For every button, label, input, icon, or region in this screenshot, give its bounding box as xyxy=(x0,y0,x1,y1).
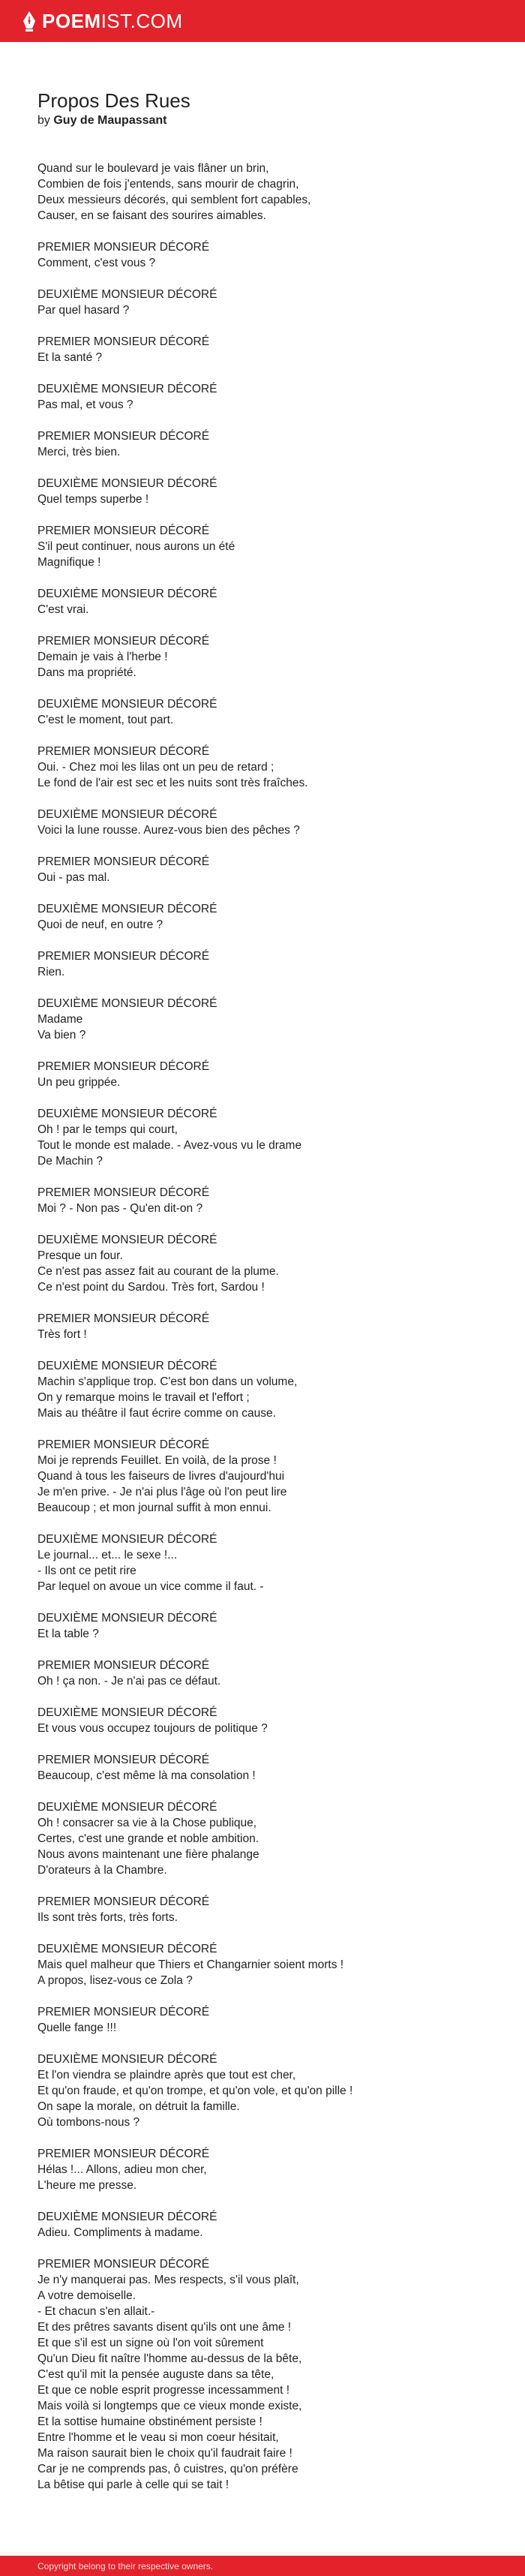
poem-line: Car je ne comprends pas, ô cuistres, qu'on préfère xyxy=(38,2463,298,2475)
poem-line: DEUXIÈME MONSIEUR DÉCORÉ xyxy=(38,997,218,1010)
poem-line: D'orateurs à la Chambre. xyxy=(38,1864,167,1877)
poem-line: Rien. xyxy=(38,966,65,978)
poem-line: Machin s'applique trop. C'est bon dans un volume, xyxy=(38,1375,298,1388)
poem-line: Tout le monde est malade. - Avez-vous vu le drame xyxy=(38,1139,302,1152)
poem-line: Ils sont très forts, très forts. xyxy=(38,1911,178,1924)
poem-line: PREMIER MONSIEUR DÉCORÉ xyxy=(38,1659,210,1672)
poem-line: Le fond de l'air est sec et les nuits sont très fraîches. xyxy=(38,777,308,789)
stanza xyxy=(38,1941,495,1988)
stanza xyxy=(38,1185,495,1216)
poem-line: On sape la morale, on détruit la famille. xyxy=(38,2100,240,2113)
poem-line: Hélas !... Allons, adieu mon cher, xyxy=(38,2163,207,2176)
poem-line: Moi je reprends Feuillet. En voilà, de la prose ! xyxy=(38,1454,277,1467)
stanza xyxy=(38,696,495,728)
poem-line: DEUXIÈME MONSIEUR DÉCORÉ xyxy=(38,1612,218,1625)
poem-line: DEUXIÈME MONSIEUR DÉCORÉ xyxy=(38,477,218,490)
poem-title: Propos Des Rues xyxy=(38,89,190,112)
poem-line: Entre l'homme et le veau si mon coeur hésitait, xyxy=(38,2431,279,2444)
poem-line: Où tombons-nous ? xyxy=(38,2116,140,2129)
poem-line: Et la table ? xyxy=(38,1628,99,1640)
poem-line: A votre demoiselle. xyxy=(38,2289,136,2302)
poem-line: L'heure me presse. xyxy=(38,2179,137,2192)
stanza xyxy=(38,334,495,365)
stanza xyxy=(38,2051,495,2130)
poem-line: Et vous vous occupez toujours de politique ? xyxy=(38,1722,268,1735)
poem-line: Oui - pas mal. xyxy=(38,871,110,884)
by-label: by xyxy=(38,114,50,127)
poem-line: Va bien ? xyxy=(38,1029,86,1042)
poem-line: Beaucoup, c'est même là ma consolation ! xyxy=(38,1769,256,1782)
poem-line: - Ils ont ce petit rire xyxy=(38,1565,136,1577)
stanza xyxy=(38,1437,495,1516)
stanza xyxy=(38,586,495,618)
poem-line: Ce n'est pas assez fait au courant de la plume. xyxy=(38,1265,279,1278)
poem-line: Quelle fange !!! xyxy=(38,2021,117,2034)
poem-line: PREMIER MONSIEUR DÉCORÉ xyxy=(38,1438,210,1451)
site-header xyxy=(0,0,525,42)
poem-line: DEUXIÈME MONSIEUR DÉCORÉ xyxy=(38,1943,218,1955)
poem-line: PREMIER MONSIEUR DÉCORÉ xyxy=(38,335,210,348)
poem-line: DEUXIÈME MONSIEUR DÉCORÉ xyxy=(38,1234,218,1246)
poem-line: Oui. - Chez moi les lilas ont un peu de retard ; xyxy=(38,761,274,774)
poem-line: Le journal... et... le sexe !... xyxy=(38,1549,178,1562)
poem-line: Je n'y manquerai pas. Mes respects, s'il vous plaît, xyxy=(38,2274,299,2286)
poem-line: PREMIER MONSIEUR DÉCORÉ xyxy=(38,430,210,443)
poem-line: PREMIER MONSIEUR DÉCORÉ xyxy=(38,2148,210,2160)
poem-line: DEUXIÈME MONSIEUR DÉCORÉ xyxy=(38,1533,218,1546)
poem-line: De Machin ? xyxy=(38,1155,104,1168)
poem-line: C'est vrai. xyxy=(38,603,89,616)
stanza xyxy=(38,1358,495,1421)
poem-line: DEUXIÈME MONSIEUR DÉCORÉ xyxy=(38,588,218,600)
poem-line: DEUXIÈME MONSIEUR DÉCORÉ xyxy=(38,2211,218,2223)
poem-line: C'est qu'il mit la pensée auguste dans sa tête, xyxy=(38,2368,274,2381)
poem-line: PREMIER MONSIEUR DÉCORÉ xyxy=(38,635,210,648)
poem-line: Et la sottise humaine obstinément persiste ! xyxy=(38,2415,262,2428)
poem-line: DEUXIÈME MONSIEUR DÉCORÉ xyxy=(38,1801,218,1814)
poem-line: Par quel hasard ? xyxy=(38,304,130,317)
poem-line: DEUXIÈME MONSIEUR DÉCORÉ xyxy=(38,808,218,821)
poem-line: Merci, très bien. xyxy=(38,446,121,458)
poem-line: Oh ! ça non. - Je n'ai pas ce défaut. xyxy=(38,1675,221,1688)
stanza xyxy=(38,1799,495,1878)
poem-line: A propos, lisez-vous ce Zola ? xyxy=(38,1974,193,1987)
site-logo[interactable] xyxy=(21,10,183,33)
stanza xyxy=(38,523,495,570)
poem-line: Je m'en prive. - Je n'ai plus l'âge où l'on peut lire xyxy=(38,1486,287,1498)
poem-line: Oh ! par le temps qui court, xyxy=(38,1123,178,1136)
byline xyxy=(38,113,495,129)
poem-line: Qu'un Dieu fit naître l'homme au-dessus de la bête, xyxy=(38,2352,302,2365)
poem-body xyxy=(38,161,495,2493)
stanza xyxy=(38,1705,495,1736)
poem-line: Quel temps superbe ! xyxy=(38,493,149,506)
poem-line: Mais au théâtre il faut écrire comme on cause. xyxy=(38,1407,276,1420)
poem-line: Par lequel on avoue un vice comme il faut. - xyxy=(38,1580,264,1593)
poem-line: DEUXIÈME MONSIEUR DÉCORÉ xyxy=(38,288,218,301)
poem-line: - Et chacun s'en allait.- xyxy=(38,2305,155,2318)
poem-line: S'il peut continuer, nous aurons un été xyxy=(38,540,236,553)
poem-line: Voici la lune rousse. Aurez-vous bien des pêches ? xyxy=(38,824,300,837)
stanza xyxy=(38,901,495,933)
stanza xyxy=(38,854,495,885)
poem-line: Demain je vais à l'herbe ! xyxy=(38,651,168,663)
stanza xyxy=(38,287,495,318)
poem-line: Nous avons maintenant une fière phalange xyxy=(38,1848,260,1861)
stanza xyxy=(38,1232,495,1295)
poem-line: Adieu. Compliments à madame. xyxy=(38,2226,203,2239)
poem-line: PREMIER MONSIEUR DÉCORÉ xyxy=(38,855,210,868)
poem-line: PREMIER MONSIEUR DÉCORÉ xyxy=(38,2258,210,2271)
poem-line: Dans ma propriété. xyxy=(38,666,136,679)
poem-line: Et que ce noble esprit progresse incessamment ! xyxy=(38,2384,290,2397)
poem-line: PREMIER MONSIEUR DÉCORÉ xyxy=(38,1060,210,1073)
poem-line: Un peu grippée. xyxy=(38,1076,121,1089)
poem-line: DEUXIÈME MONSIEUR DÉCORÉ xyxy=(38,1108,218,1120)
poem-line: La bêtise qui parle à celle qui se tait ! xyxy=(38,2478,230,2491)
stanza xyxy=(38,1752,495,1784)
poem-line: PREMIER MONSIEUR DÉCORÉ xyxy=(38,525,210,537)
site-footer xyxy=(0,2556,525,2576)
poem-line: Oh ! consacrer sa vie à la Chose publique, xyxy=(38,1817,257,1829)
stanza xyxy=(38,996,495,1043)
stanza xyxy=(38,1531,495,1595)
poem-line: PREMIER MONSIEUR DÉCORÉ xyxy=(38,1186,210,1199)
stanza xyxy=(38,744,495,791)
poem-line: DEUXIÈME MONSIEUR DÉCORÉ xyxy=(38,2053,218,2066)
stanza xyxy=(38,1894,495,1925)
poem-line: Causer, en se faisant des sourires aimables. xyxy=(38,209,266,222)
poem-line: PREMIER MONSIEUR DÉCORÉ xyxy=(38,950,210,963)
poem-line: On y remarque moins le travail et l'effort ; xyxy=(38,1391,250,1404)
copyright-text: Copyright belong to their respective owners. xyxy=(38,2560,214,2571)
poem-line: Ma raison saurait bien le choix qu'il faudrait faire ! xyxy=(38,2447,292,2460)
poem-line: C'est le moment, tout part. xyxy=(38,714,174,726)
poem-line: Et des prêtres savants disent qu'ils ont une âme ! xyxy=(38,2321,292,2334)
stanza xyxy=(38,1658,495,1689)
poem-line: Pas mal, et vous ? xyxy=(38,398,134,411)
logo-bold: POEM xyxy=(42,9,101,32)
poem-line: PREMIER MONSIEUR DÉCORÉ xyxy=(38,241,210,254)
poem-line: PREMIER MONSIEUR DÉCORÉ xyxy=(38,1895,210,1908)
stanza xyxy=(38,2004,495,2036)
poem-line: Et la santé ? xyxy=(38,351,103,364)
stanza xyxy=(38,1610,495,1642)
poem-line: Et que s'il est un signe où l'on voit sûrement xyxy=(38,2337,264,2349)
poem-content xyxy=(38,89,495,2508)
stanza xyxy=(38,2209,495,2241)
stanza xyxy=(38,2146,495,2193)
poem-line: Quand sur le boulevard je vais flâner un brin, xyxy=(38,162,269,175)
poem-line: PREMIER MONSIEUR DÉCORÉ xyxy=(38,2006,210,2018)
stanza xyxy=(38,1106,495,1169)
poem-line: Moi ? - Non pas - Qu'en dit-on ? xyxy=(38,1202,203,1215)
poem-line: Deux messieurs décorés, qui semblent fort capables, xyxy=(38,194,311,206)
logo-text xyxy=(42,10,183,33)
stanza xyxy=(38,948,495,980)
stanza xyxy=(38,161,495,224)
stanza xyxy=(38,1059,495,1090)
stanza xyxy=(38,476,495,507)
poem-line: DEUXIÈME MONSIEUR DÉCORÉ xyxy=(38,698,218,711)
poem-line: Certes, c'est une grande et noble ambition. xyxy=(38,1832,260,1845)
stanza xyxy=(38,428,495,460)
stanza xyxy=(38,1311,495,1342)
poem-line: DEUXIÈME MONSIEUR DÉCORÉ xyxy=(38,1360,218,1372)
poem-line: PREMIER MONSIEUR DÉCORÉ xyxy=(38,745,210,758)
poem-line: Combien de fois j'entends, sans mourir de chagrin, xyxy=(38,178,299,191)
pen-nib-icon xyxy=(21,11,38,32)
poem-line: PREMIER MONSIEUR DÉCORÉ xyxy=(38,1312,210,1325)
author-name[interactable]: Guy de Maupassant xyxy=(53,114,167,127)
poem-line: PREMIER MONSIEUR DÉCORÉ xyxy=(38,1754,210,1766)
poem-line: Très fort ! xyxy=(38,1328,87,1341)
poem-line: Mais quel malheur que Thiers et Changarnier soient morts ! xyxy=(38,1958,344,1971)
poem-line: Et qu'on fraude, et qu'on trompe, et qu'on vole, et qu'on pille ! xyxy=(38,2085,353,2097)
stanza xyxy=(38,633,495,681)
poem-line: Quoi de neuf, en outre ? xyxy=(38,918,164,931)
poem-line: Et l'on viendra se plaindre après que tout est cher, xyxy=(38,2069,296,2082)
poem-line: DEUXIÈME MONSIEUR DÉCORÉ xyxy=(38,903,218,915)
logo-light: IST.COM xyxy=(100,9,183,32)
stanza xyxy=(38,807,495,838)
poem-line: Madame xyxy=(38,1013,83,1026)
poem-line: Mais voilà si longtemps que ce vieux monde existe, xyxy=(38,2400,302,2412)
poem-line: DEUXIÈME MONSIEUR DÉCORÉ xyxy=(38,383,218,395)
poem-line: Magnifique ! xyxy=(38,556,101,569)
stanza xyxy=(38,2256,495,2493)
poem-line: Ce n'est point du Sardou. Très fort, Sardou ! xyxy=(38,1281,265,1294)
poem-line: Beaucoup ; et mon journal suffit à mon ennui. xyxy=(38,1501,272,1514)
poem-line: Quand à tous les faiseurs de livres d'aujourd'hui xyxy=(38,1470,285,1483)
poem-line: Presque un four. xyxy=(38,1249,123,1262)
poem-line: Comment, c'est vous ? xyxy=(38,257,156,269)
stanza xyxy=(38,381,495,413)
poem-line: DEUXIÈME MONSIEUR DÉCORÉ xyxy=(38,1706,218,1719)
stanza xyxy=(38,239,495,271)
